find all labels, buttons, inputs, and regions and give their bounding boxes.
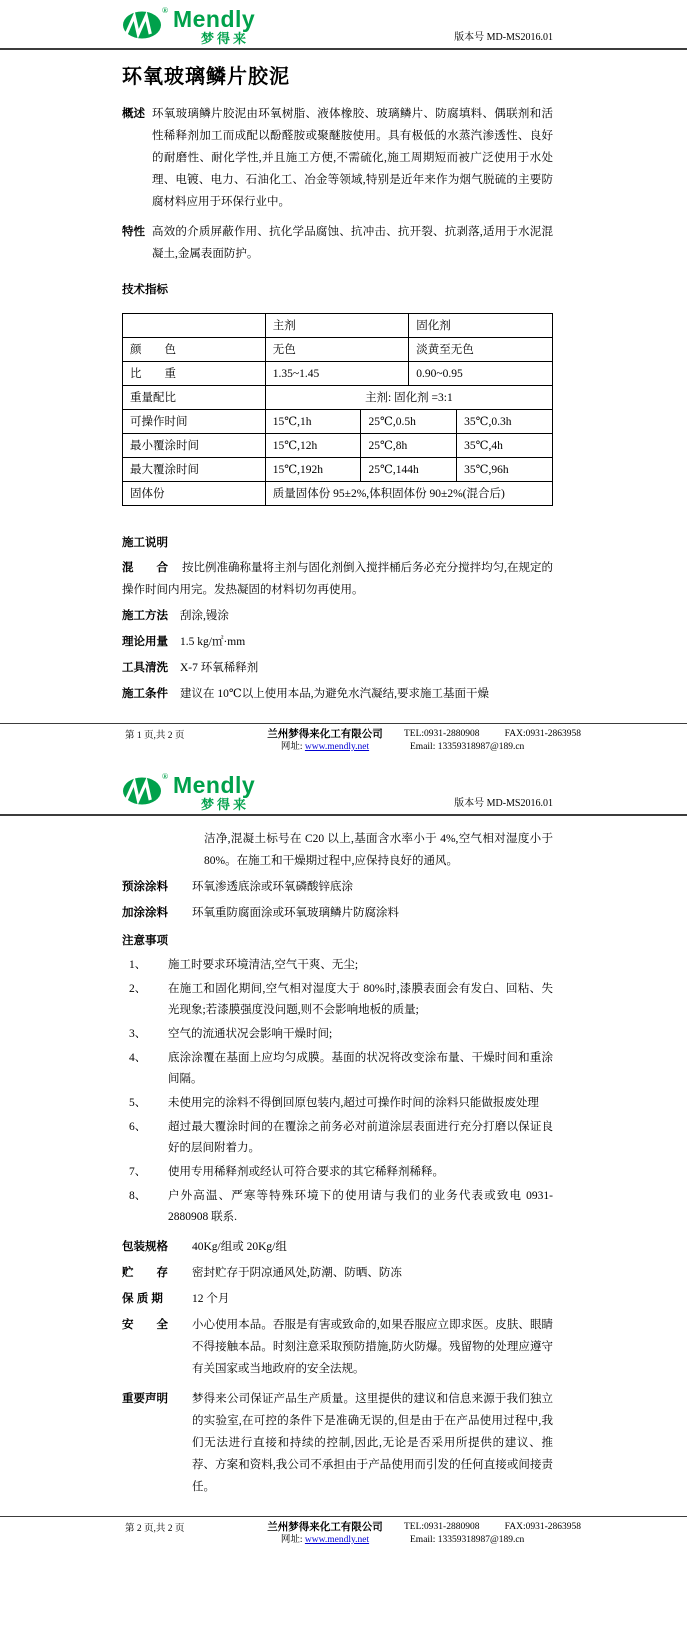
logo-text xyxy=(173,774,255,811)
shelf-life-row xyxy=(122,1288,553,1310)
footer-company-block xyxy=(250,728,400,754)
gravity-hardener: 0.90~0.95 xyxy=(409,362,553,386)
page-2 xyxy=(0,766,687,1547)
header-rule xyxy=(0,814,687,816)
note-item xyxy=(122,1186,553,1228)
statement-text: 梦得来公司保证产品生产质量。这里提供的建议和信息来源于我们独立的实验室,在可控的条件下是准确无误的,但是由于在产品使用过程中,我们无法进行直接和持续的控制,因此,无论是否采用所提供的建议、推荐、方案和资料,我公司不承担由于产品使用而引发的任何直接或间接责任。 xyxy=(192,1393,553,1493)
table-row xyxy=(123,458,553,482)
tech-indicators-table xyxy=(122,313,553,506)
potlife-35: 35℃,0.3h xyxy=(457,410,553,434)
mixing-text: 按比例准确称量将主剂与固化剂倒入搅拌桶后务必充分搅拌均匀,在规定的操作时间内用完。发热凝固的材料切勿再使用。 xyxy=(122,562,553,596)
topcoat-value: 环氧重防腐面涂或环氧玻璃鳞片防腐涂料 xyxy=(192,907,399,919)
features-section xyxy=(122,221,553,265)
note-item xyxy=(122,1093,553,1114)
table-row xyxy=(123,482,553,506)
row-label: 重量配比 xyxy=(123,386,266,410)
note-item xyxy=(122,1048,553,1090)
note-text: 未使用完的涂料不得倒回原包装内,超过可操作时间的涂料只能做报废处理 xyxy=(168,1097,539,1109)
tel: TEL:0931-2880908 xyxy=(404,1522,480,1532)
minrecoat-15: 15℃,12h xyxy=(265,434,361,458)
note-item xyxy=(122,955,553,976)
brand-name: Mendly xyxy=(172,6,256,32)
overview-label: 概述 xyxy=(122,108,145,120)
cleaning-row xyxy=(122,657,553,679)
storage-value: 密封贮存于阴凉通风处,防潮、防晒、防冻 xyxy=(192,1267,402,1279)
storage-label: 贮 存 xyxy=(122,1267,168,1279)
page2-header xyxy=(0,766,687,814)
footer-contact-block xyxy=(400,1521,585,1547)
email-label: Email: xyxy=(410,742,436,752)
page2-body xyxy=(122,828,553,1498)
mendly-logo-icon xyxy=(122,8,164,41)
mendly-logo-icon xyxy=(122,774,164,807)
email-value: 13359318987@189.cn xyxy=(437,1535,525,1545)
minrecoat-35: 35℃,4h xyxy=(457,434,553,458)
shelf-life-value: 12 个月 xyxy=(192,1293,230,1305)
page1-body xyxy=(122,103,553,705)
minrecoat-25: 25℃,8h xyxy=(361,434,457,458)
dosage-row xyxy=(122,631,553,653)
features-text: 高效的介质屏蔽作用、抗化学品腐蚀、抗冲击、抗开裂、抗剥落,适用于水泥混凝土,金属表面防护。 xyxy=(152,226,553,260)
email-line xyxy=(404,1534,585,1547)
row-label: 可操作时间 xyxy=(123,410,266,434)
table-row xyxy=(123,362,553,386)
mendly-logo xyxy=(122,8,255,45)
page2-footer xyxy=(0,1517,687,1547)
logo-text xyxy=(173,8,255,45)
note-text: 在施工和固化期间,空气相对湿度大于 80%时,漆膜表面会有发白、回粘、失光现象;若漆膜强度没问题,则不会影响地板的质量; xyxy=(168,983,553,1016)
company-name: 兰州梦得来化工有限公司 xyxy=(267,729,383,740)
topcoat-row xyxy=(122,902,553,924)
conditions-row xyxy=(122,683,553,705)
fax: FAX:0931-2863958 xyxy=(504,729,581,739)
email-label: Email: xyxy=(410,1535,436,1545)
overview-text: 环氧玻璃鳞片胶泥由环氧树脂、液体橡胶、玻璃鳞片、防腐填料、偶联剂和活性稀释剂加工而成配以酚醛胺或聚醚胺使用。具有极低的水蒸汽渗透性、良好的耐磨性、耐化学性,并且施工方便,不需硫化,施工周期短而被广泛使用于水处理、电镀、电力、石油化工、冶金等领域,特别是近年来作为烟气脱硫的主要防腐材料应用于环保行业中。 xyxy=(152,108,553,208)
method-row xyxy=(122,605,553,627)
safety-label: 安 全 xyxy=(122,1319,168,1331)
conditions-continuation: 洁净,混凝土标号在 C20 以上,基面含水率小于 4%,空气相对湿度小于 80%。在施工和干燥期过程中,应保持良好的通风。 xyxy=(204,833,553,867)
page-1 xyxy=(0,0,687,754)
table-row xyxy=(123,314,553,338)
ratio-value: 主剂: 固化剂 =3:1 xyxy=(265,386,552,410)
registered-mark: ® xyxy=(162,772,168,781)
fax: FAX:0931-2863958 xyxy=(504,1522,581,1532)
tel: TEL:0931-2880908 xyxy=(404,729,480,739)
footer-contact-block xyxy=(400,728,585,754)
note-number: 7、 xyxy=(129,1166,147,1178)
precoat-value: 环氧渗透底涂或环氧磷酸锌底涂 xyxy=(192,881,353,893)
brand-name-cn: 梦得来 xyxy=(200,797,249,812)
cleaning-value: X-7 环氧稀释剂 xyxy=(180,662,259,674)
note-item xyxy=(122,1162,553,1183)
notes-heading: 注意事项 xyxy=(122,935,168,947)
telfax-line xyxy=(404,1521,585,1534)
features-label: 特性 xyxy=(122,226,145,238)
footer-company-block xyxy=(250,1521,400,1547)
mixing-row xyxy=(122,557,553,601)
page1-header xyxy=(0,0,687,48)
table-row xyxy=(123,338,553,362)
telfax-line xyxy=(404,728,585,741)
note-text: 施工时要求环境清洁,空气干爽、无尘; xyxy=(168,959,359,971)
email-line xyxy=(404,741,585,754)
version-label: 版本号 MD-MS2016.01 xyxy=(454,32,553,43)
company-name: 兰州梦得来化工有限公司 xyxy=(267,1522,383,1533)
method-label: 施工方法 xyxy=(122,610,168,622)
storage-row xyxy=(122,1262,553,1284)
mixing-label: 混 合 xyxy=(122,562,169,574)
website-label: 网址: xyxy=(280,1535,303,1545)
table-row xyxy=(123,410,553,434)
note-number: 6、 xyxy=(129,1121,147,1133)
website-line xyxy=(250,1534,400,1547)
packing-row xyxy=(122,1236,553,1258)
precoat-row xyxy=(122,876,553,898)
note-number: 8、 xyxy=(129,1190,147,1202)
row-label: 比 重 xyxy=(123,362,266,386)
note-item xyxy=(122,979,553,1021)
maxrecoat-15: 15℃,192h xyxy=(265,458,361,482)
potlife-15: 15℃,1h xyxy=(265,410,361,434)
note-text: 户外高温、严寒等特殊环境下的使用请与我们的业务代表或致电 0931-2880908 联系. xyxy=(168,1190,553,1223)
topcoat-label: 加涂涂料 xyxy=(122,907,168,919)
precoat-label: 预涂涂料 xyxy=(122,881,168,893)
row-label: 最大覆涂时间 xyxy=(123,458,266,482)
table-header-hardener: 固化剂 xyxy=(409,314,553,338)
packing-label: 包装规格 xyxy=(122,1241,168,1253)
construction-heading: 施工说明 xyxy=(122,537,168,549)
tech-indicators-heading: 技术指标 xyxy=(122,284,168,296)
note-number: 2、 xyxy=(129,983,147,995)
cleaning-label: 工具清洗 xyxy=(122,662,168,674)
website-line xyxy=(250,741,400,754)
statement-label: 重要声明 xyxy=(122,1393,168,1405)
overview-section xyxy=(122,103,553,213)
note-text: 使用专用稀释剂或经认可符合要求的其它稀释剂稀释。 xyxy=(168,1166,444,1178)
page1-footer xyxy=(0,724,687,754)
color-main: 无色 xyxy=(265,338,409,362)
mendly-logo xyxy=(122,774,255,811)
note-item xyxy=(122,1024,553,1045)
note-number: 1、 xyxy=(129,959,147,971)
table-row xyxy=(123,434,553,458)
conditions-label: 施工条件 xyxy=(122,688,168,700)
table-header-main: 主剂 xyxy=(265,314,409,338)
brand-name: Mendly xyxy=(172,772,256,798)
table-row xyxy=(123,386,553,410)
gravity-main: 1.35~1.45 xyxy=(265,362,409,386)
note-number: 3、 xyxy=(129,1028,147,1040)
shelf-life-label: 保 质 期 xyxy=(122,1293,163,1305)
statement-row xyxy=(122,1388,553,1498)
method-value: 刮涂,镘涂 xyxy=(180,610,229,622)
maxrecoat-25: 25℃,144h xyxy=(361,458,457,482)
table-cell-empty xyxy=(123,314,266,338)
website-label: 网址: xyxy=(280,742,303,752)
note-text: 空气的流通状况会影响干燥时间; xyxy=(168,1028,333,1040)
row-label: 最小覆涂时间 xyxy=(123,434,266,458)
row-label: 颜 色 xyxy=(123,338,266,362)
brand-name-cn: 梦得来 xyxy=(200,31,249,46)
dosage-label: 理论用量 xyxy=(122,636,168,648)
note-number: 5、 xyxy=(129,1097,147,1109)
email-value: 13359318987@189.cn xyxy=(437,742,525,752)
solids-value: 质量固体份 95±2%,体积固体份 90±2%(混合后) xyxy=(265,482,552,506)
page-number: 第 1 页,共 2 页 xyxy=(125,731,185,741)
safety-text: 小心使用本品。吞服是有害或致命的,如果吞服应立即求医。皮肤、眼睛不得接触本品。时刻注意采取预防措施,防火防爆。残留物的处理应遵守有关国家或当地政府的安全法规。 xyxy=(192,1319,553,1375)
website-link[interactable]: www.mendly.net xyxy=(304,742,370,752)
website-link[interactable]: www.mendly.net xyxy=(304,1535,370,1545)
safety-row xyxy=(122,1314,553,1380)
row-label: 固体份 xyxy=(123,482,266,506)
maxrecoat-35: 35℃,96h xyxy=(457,458,553,482)
packing-value: 40Kg/组或 20Kg/组 xyxy=(192,1241,287,1253)
header-rule xyxy=(0,48,687,50)
dosage-value: 1.5 kg/㎡·mm xyxy=(180,636,246,648)
conditions-value: 建议在 10℃以上使用本品,为避免水汽凝结,要求施工基面干燥 xyxy=(180,688,489,700)
page-number: 第 2 页,共 2 页 xyxy=(125,1524,185,1534)
color-hardener: 淡黄至无色 xyxy=(409,338,553,362)
note-number: 4、 xyxy=(129,1052,147,1064)
note-text: 底涂涂覆在基面上应均匀成膜。基面的状况将改变涂布量、干燥时间和重涂间隔。 xyxy=(168,1052,553,1085)
registered-mark: ® xyxy=(162,6,168,15)
page-title: 环氧玻璃鳞片胶泥 xyxy=(122,66,290,88)
version-label: 版本号 MD-MS2016.01 xyxy=(454,798,553,809)
note-item xyxy=(122,1117,553,1159)
potlife-25: 25℃,0.5h xyxy=(361,410,457,434)
note-text: 超过最大覆涂时间的在覆涂之前务必对前道涂层表面进行充分打磨以保证良好的层间附着力。 xyxy=(168,1121,553,1154)
